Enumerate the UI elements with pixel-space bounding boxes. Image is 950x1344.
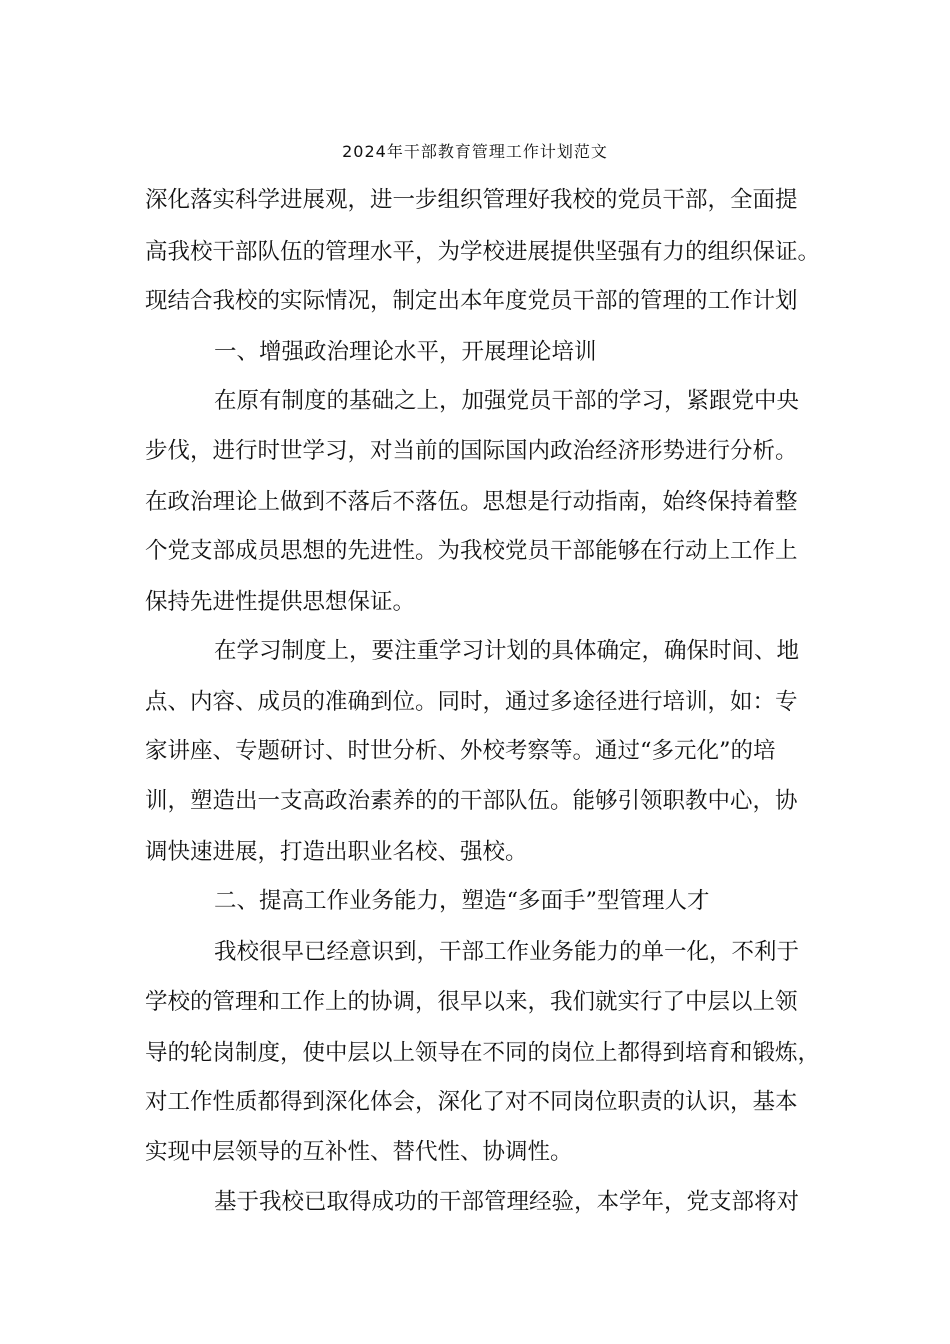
body-line: 在原有制度的基础之上，加强党员干部的学习，紧跟党中央 (214, 388, 800, 414)
body-line: 深化落实科学进展观，进一步组织管理好我校的党员干部，全面提 (145, 187, 798, 213)
body-line: 在学习制度上，要注重学习计划的具体确定，确保时间、地 (214, 638, 800, 664)
body-line: 在政治理论上做到不落后不落伍。思想是行动指南，始终保持着整 (145, 489, 798, 515)
body-line: 家讲座、专题研讨、时世分析、外校考察等。通过“多元化”的培 (145, 738, 776, 764)
body-line: 基于我校已取得成功的干部管理经验，本学年，党支部将对 (214, 1189, 800, 1215)
body-line: 我校很早已经意识到，干部工作业务能力的单一化，不利于 (214, 939, 800, 965)
body-line: 个党支部成员思想的先进性。为我校党员干部能够在行动上工作上 (145, 538, 798, 564)
body-line: 训，塑造出一支高政治素养的的干部队伍。能够引领职教中心，协 (145, 788, 798, 814)
body-line: 对工作性质都得到深化体会，深化了对不同岗位职责的认识，基本 (145, 1089, 798, 1115)
body-line: 现结合我校的实际情况，制定出本年度党员干部的管理的工作计划 (145, 288, 798, 314)
body-line: 学校的管理和工作上的协调，很早以来，我们就实行了中层以上领 (145, 989, 798, 1015)
body-line: 步伐，进行时世学习，对当前的国际国内政治经济形势进行分析。 (145, 438, 798, 464)
body-line: 保持先进性提供思想保证。 (145, 589, 416, 615)
body-line: 实现中层领导的互补性、替代性、协调性。 (145, 1139, 573, 1165)
body-line: 导的轮岗制度，使中层以上领导在不同的岗位上都得到培育和锻炼， (145, 1040, 821, 1066)
section-heading: 一、增强政治理论水平，开展理论培训 (214, 339, 597, 365)
document-title: 2024年干部教育管理工作计划范文 (342, 142, 608, 161)
body-line: 点、内容、成员的准确到位。同时，通过多途径进行培训，如：专 (145, 689, 798, 715)
body-line: 调快速进展，打造出职业名校、强校。 (145, 839, 528, 865)
section-heading: 二、提高工作业务能力，塑造“多面手”型管理人才 (214, 888, 710, 914)
body-line: 高我校干部队伍的管理水平，为学校进展提供坚强有力的组织保证。 (145, 239, 821, 265)
